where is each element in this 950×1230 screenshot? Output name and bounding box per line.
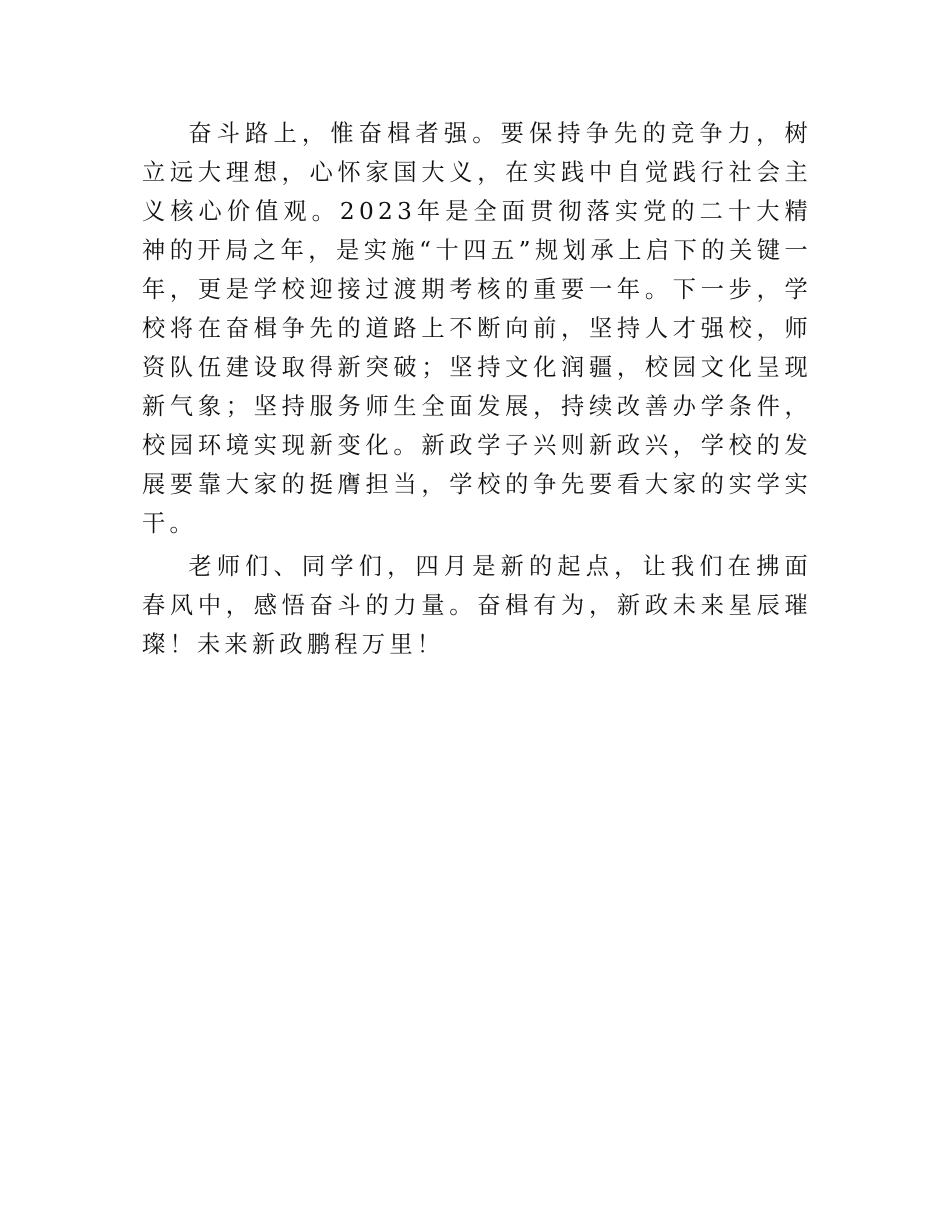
document-body: [142, 114, 812, 664]
paragraph-2: 老师们、同学们，四月是新的起点，让我们在拂面春风中，感悟奋斗的力量。奋楫有为，新政未来星辰璀璨！未来新政鹏程万里！: [142, 553, 812, 658]
paragraph-1: 奋斗路上，惟奋楫者强。要保持争先的竞争力，树立远大理想，心怀家国大义，在实践中自觉践行社会主义核心价值观。2023年是全面贯彻落实党的二十大精神的开局之年，是实施“十四五”规划承上启下的关键一年，更是学校迎接过渡期考核的重要一年。下一步，学校将在奋楫争先的道路上不断向前，坚持人才强校，师资队伍建设取得新突破；坚持文化润疆，校园文化呈现新气象；坚持服务师生全面发展，持续改善办学条件，校园环境实现新变化。新政学子兴则新政兴，学校的发展要靠大家的挺膺担当，学校的争先要看大家的实学实干。: [142, 120, 812, 537]
